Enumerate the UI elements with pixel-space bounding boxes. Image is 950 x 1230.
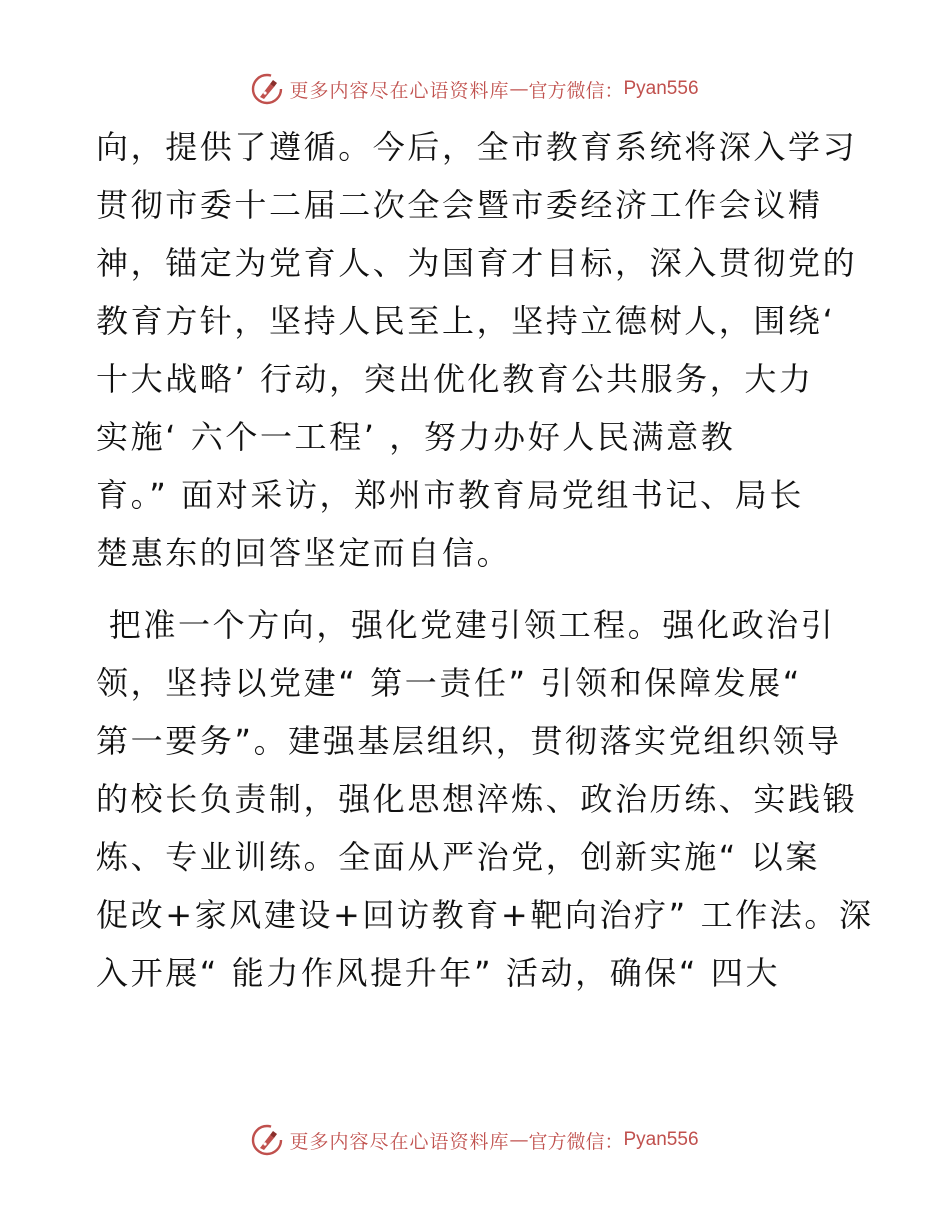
banner-separator: — [509, 1129, 529, 1151]
banner-brand-text: 更多内容尽在心语资料库 [289, 1130, 510, 1153]
pen-nib-logo-icon [251, 1124, 283, 1156]
banner-contact-label: 官方微信： [528, 1130, 624, 1153]
text-line: 贯彻市委十二届二次全会暨市委经济工作会议精 [96, 186, 823, 224]
text-line: 炼、专业训练。全面从严治党，创新实施“ 以案 [96, 838, 820, 876]
text-line: 实施‘ 六个一工程’ ，努力办好人民满意教 [96, 418, 736, 456]
text-line: 促改+家风建设+回访教育+靶向治疗” 工作法。深 [96, 896, 874, 934]
document-body [96, 118, 874, 1002]
footer-banner [0, 1122, 950, 1158]
text-line: 把准一个方向，强化党建引领工程。强化政治引 [96, 606, 836, 644]
paragraph-2 [96, 596, 874, 1002]
text-line: 神，锚定为党育人、为国育才目标，深入贯彻党的 [96, 244, 858, 282]
text-line: 向，提供了遵循。今后，全市教育系统将深入学习 [96, 128, 858, 166]
text-line: 入开展“ 能力作风提升年” 活动，确保“ 四大 [96, 954, 781, 992]
text-line: 领，坚持以党建“ 第一责任” 引领和保障发展“ [96, 664, 802, 702]
text-line: 十大战略’ 行动，突出优化教育公共服务，大力 [96, 360, 814, 398]
text-line: 第一要务”。建强基层组织，贯彻落实党组织领导 [96, 722, 842, 760]
text-line: 教育方针，坚持人民至上，坚持立德树人，围绕‘ [96, 302, 836, 340]
pen-nib-logo-icon [251, 73, 283, 105]
paragraph-spacer [96, 582, 856, 596]
banner-brand-text: 更多内容尽在心语资料库 [289, 79, 510, 102]
header-banner [0, 71, 950, 107]
paragraph-1 [96, 118, 856, 582]
text-line: 育。” 面对采访，郑州市教育局党组书记、局长 [96, 476, 804, 514]
banner-separator: — [509, 78, 529, 100]
banner-wechat-id: Pyan556 [623, 78, 699, 99]
banner-contact-label: 官方微信： [528, 79, 624, 102]
text-line: 楚惠东的回答坚定而自信。 [96, 534, 512, 572]
banner-wechat-id: Pyan556 [623, 1129, 699, 1150]
text-line: 的校长负责制，强化思想淬炼、政治历练、实践锻 [96, 780, 858, 818]
